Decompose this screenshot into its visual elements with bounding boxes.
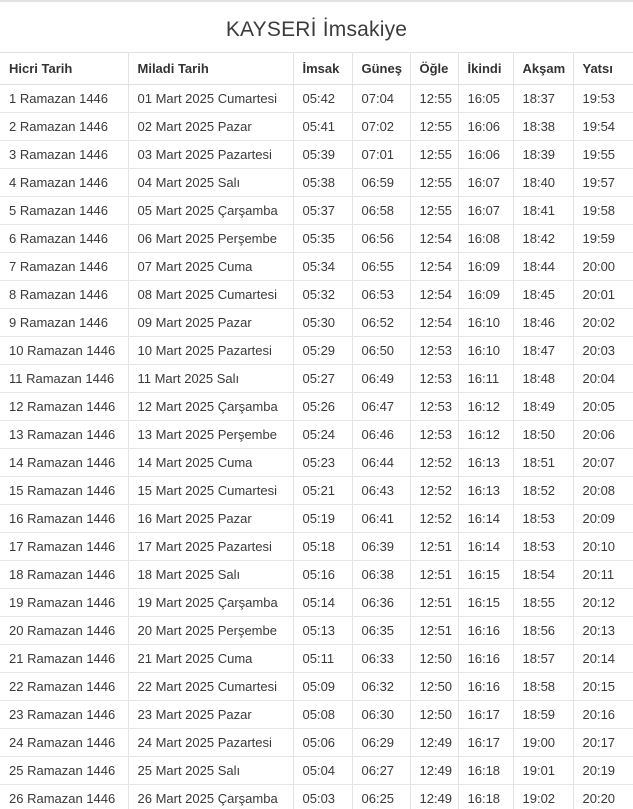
cell-imsak: 05:03 [293, 785, 352, 809]
cell-miladi-tarih: 18 Mart 2025 Salı [128, 561, 293, 589]
cell-imsak: 05:24 [293, 421, 352, 449]
cell-ogle: 12:51 [410, 617, 458, 645]
cell-ogle: 12:54 [410, 225, 458, 253]
cell-hicri-tarih: 8 Ramazan 1446 [0, 281, 128, 309]
cell-aksam: 18:57 [513, 645, 573, 673]
cell-aksam: 18:39 [513, 141, 573, 169]
cell-imsak: 05:32 [293, 281, 352, 309]
cell-aksam: 19:02 [513, 785, 573, 809]
cell-yatsi: 20:14 [573, 645, 633, 673]
cell-ikindi: 16:17 [458, 701, 513, 729]
cell-yatsi: 20:16 [573, 701, 633, 729]
cell-aksam: 18:54 [513, 561, 573, 589]
cell-imsak: 05:13 [293, 617, 352, 645]
cell-aksam: 18:56 [513, 617, 573, 645]
cell-aksam: 18:46 [513, 309, 573, 337]
cell-imsak: 05:21 [293, 477, 352, 505]
cell-ogle: 12:55 [410, 141, 458, 169]
cell-gunes: 06:32 [352, 673, 410, 701]
table-body [0, 85, 633, 809]
table-row [0, 449, 633, 477]
cell-miladi-tarih: 11 Mart 2025 Salı [128, 365, 293, 393]
table-row [0, 197, 633, 225]
cell-ogle: 12:51 [410, 533, 458, 561]
cell-hicri-tarih: 4 Ramazan 1446 [0, 169, 128, 197]
cell-gunes: 07:04 [352, 85, 410, 113]
cell-hicri-tarih: 14 Ramazan 1446 [0, 449, 128, 477]
cell-yatsi: 20:03 [573, 337, 633, 365]
cell-ikindi: 16:15 [458, 589, 513, 617]
table-row [0, 85, 633, 113]
cell-yatsi: 20:01 [573, 281, 633, 309]
cell-ikindi: 16:12 [458, 393, 513, 421]
cell-aksam: 18:55 [513, 589, 573, 617]
cell-aksam: 18:47 [513, 337, 573, 365]
cell-miladi-tarih: 13 Mart 2025 Perşembe [128, 421, 293, 449]
cell-ikindi: 16:16 [458, 673, 513, 701]
cell-ikindi: 16:06 [458, 141, 513, 169]
cell-aksam: 18:41 [513, 197, 573, 225]
cell-imsak: 05:41 [293, 113, 352, 141]
cell-miladi-tarih: 23 Mart 2025 Pazar [128, 701, 293, 729]
cell-yatsi: 20:11 [573, 561, 633, 589]
cell-miladi-tarih: 09 Mart 2025 Pazar [128, 309, 293, 337]
table-row [0, 253, 633, 281]
cell-miladi-tarih: 06 Mart 2025 Perşembe [128, 225, 293, 253]
cell-yatsi: 20:08 [573, 477, 633, 505]
cell-ikindi: 16:10 [458, 337, 513, 365]
cell-yatsi: 20:15 [573, 673, 633, 701]
cell-ikindi: 16:18 [458, 785, 513, 809]
cell-ogle: 12:51 [410, 589, 458, 617]
cell-imsak: 05:38 [293, 169, 352, 197]
cell-aksam: 19:01 [513, 757, 573, 785]
cell-ikindi: 16:07 [458, 169, 513, 197]
cell-aksam: 18:38 [513, 113, 573, 141]
cell-gunes: 06:33 [352, 645, 410, 673]
cell-ikindi: 16:09 [458, 281, 513, 309]
cell-gunes: 06:25 [352, 785, 410, 809]
table-row [0, 225, 633, 253]
table-row [0, 365, 633, 393]
cell-ikindi: 16:14 [458, 533, 513, 561]
cell-ogle: 12:53 [410, 337, 458, 365]
cell-yatsi: 19:57 [573, 169, 633, 197]
cell-imsak: 05:37 [293, 197, 352, 225]
cell-imsak: 05:06 [293, 729, 352, 757]
cell-yatsi: 19:53 [573, 85, 633, 113]
cell-imsak: 05:04 [293, 757, 352, 785]
column-header-gunes: Güneş [352, 53, 410, 85]
cell-gunes: 06:50 [352, 337, 410, 365]
cell-gunes: 07:01 [352, 141, 410, 169]
column-header-ogle: Öğle [410, 53, 458, 85]
cell-hicri-tarih: 11 Ramazan 1446 [0, 365, 128, 393]
cell-hicri-tarih: 7 Ramazan 1446 [0, 253, 128, 281]
cell-miladi-tarih: 24 Mart 2025 Pazartesi [128, 729, 293, 757]
cell-ikindi: 16:07 [458, 197, 513, 225]
cell-ogle: 12:50 [410, 673, 458, 701]
cell-miladi-tarih: 19 Mart 2025 Çarşamba [128, 589, 293, 617]
cell-ogle: 12:54 [410, 253, 458, 281]
cell-aksam: 18:59 [513, 701, 573, 729]
table-row [0, 141, 633, 169]
cell-gunes: 07:02 [352, 113, 410, 141]
cell-imsak: 05:19 [293, 505, 352, 533]
cell-gunes: 06:30 [352, 701, 410, 729]
cell-ikindi: 16:13 [458, 449, 513, 477]
cell-ogle: 12:50 [410, 701, 458, 729]
cell-aksam: 18:45 [513, 281, 573, 309]
cell-imsak: 05:39 [293, 141, 352, 169]
cell-imsak: 05:29 [293, 337, 352, 365]
cell-hicri-tarih: 12 Ramazan 1446 [0, 393, 128, 421]
table-row [0, 337, 633, 365]
cell-gunes: 06:56 [352, 225, 410, 253]
cell-yatsi: 20:20 [573, 785, 633, 809]
cell-yatsi: 19:54 [573, 113, 633, 141]
cell-ikindi: 16:10 [458, 309, 513, 337]
cell-aksam: 18:37 [513, 85, 573, 113]
cell-ikindi: 16:12 [458, 421, 513, 449]
cell-hicri-tarih: 21 Ramazan 1446 [0, 645, 128, 673]
cell-hicri-tarih: 2 Ramazan 1446 [0, 113, 128, 141]
cell-imsak: 05:14 [293, 589, 352, 617]
cell-gunes: 06:43 [352, 477, 410, 505]
table-row [0, 589, 633, 617]
cell-miladi-tarih: 25 Mart 2025 Salı [128, 757, 293, 785]
cell-ogle: 12:49 [410, 729, 458, 757]
cell-gunes: 06:29 [352, 729, 410, 757]
cell-ogle: 12:52 [410, 477, 458, 505]
cell-yatsi: 20:10 [573, 533, 633, 561]
cell-aksam: 18:52 [513, 477, 573, 505]
cell-aksam: 18:48 [513, 365, 573, 393]
cell-gunes: 06:52 [352, 309, 410, 337]
table-row [0, 113, 633, 141]
cell-hicri-tarih: 26 Ramazan 1446 [0, 785, 128, 809]
cell-yatsi: 19:59 [573, 225, 633, 253]
table-row [0, 673, 633, 701]
cell-hicri-tarih: 25 Ramazan 1446 [0, 757, 128, 785]
cell-hicri-tarih: 23 Ramazan 1446 [0, 701, 128, 729]
cell-hicri-tarih: 16 Ramazan 1446 [0, 505, 128, 533]
cell-aksam: 18:51 [513, 449, 573, 477]
cell-aksam: 18:50 [513, 421, 573, 449]
cell-hicri-tarih: 17 Ramazan 1446 [0, 533, 128, 561]
cell-aksam: 18:58 [513, 673, 573, 701]
cell-gunes: 06:38 [352, 561, 410, 589]
cell-yatsi: 20:09 [573, 505, 633, 533]
table-row [0, 505, 633, 533]
cell-hicri-tarih: 10 Ramazan 1446 [0, 337, 128, 365]
table-row [0, 701, 633, 729]
cell-imsak: 05:27 [293, 365, 352, 393]
cell-gunes: 06:47 [352, 393, 410, 421]
cell-ogle: 12:54 [410, 309, 458, 337]
cell-aksam: 18:44 [513, 253, 573, 281]
cell-ikindi: 16:16 [458, 645, 513, 673]
table-row [0, 477, 633, 505]
cell-imsak: 05:08 [293, 701, 352, 729]
table-header-row [0, 53, 633, 85]
cell-aksam: 18:53 [513, 505, 573, 533]
cell-miladi-tarih: 03 Mart 2025 Pazartesi [128, 141, 293, 169]
table-row [0, 617, 633, 645]
cell-yatsi: 20:17 [573, 729, 633, 757]
cell-miladi-tarih: 22 Mart 2025 Cumartesi [128, 673, 293, 701]
cell-gunes: 06:59 [352, 169, 410, 197]
cell-aksam: 18:53 [513, 533, 573, 561]
cell-hicri-tarih: 15 Ramazan 1446 [0, 477, 128, 505]
cell-imsak: 05:09 [293, 673, 352, 701]
page-title: KAYSERİ İmsakiye [225, 18, 408, 41]
cell-ogle: 12:55 [410, 169, 458, 197]
cell-yatsi: 20:06 [573, 421, 633, 449]
cell-miladi-tarih: 15 Mart 2025 Cumartesi [128, 477, 293, 505]
cell-yatsi: 19:58 [573, 197, 633, 225]
column-header-aksam: Akşam [513, 53, 573, 85]
cell-imsak: 05:42 [293, 85, 352, 113]
cell-aksam: 18:42 [513, 225, 573, 253]
cell-miladi-tarih: 04 Mart 2025 Salı [128, 169, 293, 197]
table-header [0, 53, 633, 85]
cell-miladi-tarih: 07 Mart 2025 Cuma [128, 253, 293, 281]
cell-yatsi: 20:04 [573, 365, 633, 393]
table-row [0, 561, 633, 589]
cell-hicri-tarih: 19 Ramazan 1446 [0, 589, 128, 617]
table-row [0, 645, 633, 673]
cell-ikindi: 16:13 [458, 477, 513, 505]
imsakiye-table [0, 52, 633, 809]
cell-aksam: 18:40 [513, 169, 573, 197]
cell-imsak: 05:26 [293, 393, 352, 421]
table-row [0, 421, 633, 449]
cell-imsak: 05:34 [293, 253, 352, 281]
cell-miladi-tarih: 08 Mart 2025 Cumartesi [128, 281, 293, 309]
cell-miladi-tarih: 20 Mart 2025 Perşembe [128, 617, 293, 645]
cell-hicri-tarih: 22 Ramazan 1446 [0, 673, 128, 701]
cell-hicri-tarih: 5 Ramazan 1446 [0, 197, 128, 225]
column-header-yatsi: Yatsı [573, 53, 633, 85]
cell-ikindi: 16:05 [458, 85, 513, 113]
cell-gunes: 06:35 [352, 617, 410, 645]
cell-ogle: 12:55 [410, 113, 458, 141]
table-row [0, 785, 633, 809]
cell-ogle: 12:53 [410, 421, 458, 449]
cell-imsak: 05:23 [293, 449, 352, 477]
cell-yatsi: 20:05 [573, 393, 633, 421]
cell-gunes: 06:55 [352, 253, 410, 281]
cell-ikindi: 16:06 [458, 113, 513, 141]
table-row [0, 533, 633, 561]
cell-yatsi: 19:55 [573, 141, 633, 169]
cell-hicri-tarih: 3 Ramazan 1446 [0, 141, 128, 169]
table-row [0, 169, 633, 197]
cell-ogle: 12:53 [410, 365, 458, 393]
cell-yatsi: 20:07 [573, 449, 633, 477]
cell-ogle: 12:54 [410, 281, 458, 309]
cell-miladi-tarih: 14 Mart 2025 Cuma [128, 449, 293, 477]
cell-ikindi: 16:08 [458, 225, 513, 253]
cell-ogle: 12:55 [410, 197, 458, 225]
cell-ogle: 12:49 [410, 785, 458, 809]
column-header-imsak: İmsak [293, 53, 352, 85]
cell-yatsi: 20:12 [573, 589, 633, 617]
cell-hicri-tarih: 9 Ramazan 1446 [0, 309, 128, 337]
cell-hicri-tarih: 20 Ramazan 1446 [0, 617, 128, 645]
table-row [0, 281, 633, 309]
cell-gunes: 06:41 [352, 505, 410, 533]
cell-imsak: 05:35 [293, 225, 352, 253]
cell-ogle: 12:55 [410, 85, 458, 113]
cell-ogle: 12:52 [410, 449, 458, 477]
cell-ikindi: 16:15 [458, 561, 513, 589]
cell-gunes: 06:49 [352, 365, 410, 393]
table-row [0, 757, 633, 785]
cell-gunes: 06:27 [352, 757, 410, 785]
cell-miladi-tarih: 02 Mart 2025 Pazar [128, 113, 293, 141]
cell-gunes: 06:36 [352, 589, 410, 617]
table-row [0, 393, 633, 421]
cell-gunes: 06:44 [352, 449, 410, 477]
cell-miladi-tarih: 21 Mart 2025 Cuma [128, 645, 293, 673]
cell-miladi-tarih: 01 Mart 2025 Cumartesi [128, 85, 293, 113]
cell-ikindi: 16:09 [458, 253, 513, 281]
table-row [0, 309, 633, 337]
cell-ogle: 12:52 [410, 505, 458, 533]
cell-ikindi: 16:14 [458, 505, 513, 533]
cell-hicri-tarih: 18 Ramazan 1446 [0, 561, 128, 589]
cell-ogle: 12:51 [410, 561, 458, 589]
cell-ikindi: 16:11 [458, 365, 513, 393]
cell-yatsi: 20:13 [573, 617, 633, 645]
column-header-hicri-tarih: Hicri Tarih [0, 53, 128, 85]
cell-miladi-tarih: 10 Mart 2025 Pazartesi [128, 337, 293, 365]
cell-hicri-tarih: 6 Ramazan 1446 [0, 225, 128, 253]
cell-ikindi: 16:18 [458, 757, 513, 785]
table-row [0, 729, 633, 757]
cell-aksam: 19:00 [513, 729, 573, 757]
cell-gunes: 06:58 [352, 197, 410, 225]
cell-miladi-tarih: 12 Mart 2025 Çarşamba [128, 393, 293, 421]
cell-gunes: 06:53 [352, 281, 410, 309]
cell-ikindi: 16:16 [458, 617, 513, 645]
cell-hicri-tarih: 1 Ramazan 1446 [0, 85, 128, 113]
cell-aksam: 18:49 [513, 393, 573, 421]
cell-hicri-tarih: 13 Ramazan 1446 [0, 421, 128, 449]
cell-gunes: 06:46 [352, 421, 410, 449]
cell-ogle: 12:49 [410, 757, 458, 785]
cell-miladi-tarih: 26 Mart 2025 Çarşamba [128, 785, 293, 809]
cell-hicri-tarih: 24 Ramazan 1446 [0, 729, 128, 757]
cell-ikindi: 16:17 [458, 729, 513, 757]
column-header-miladi-tarih: Miladi Tarih [128, 53, 293, 85]
cell-miladi-tarih: 05 Mart 2025 Çarşamba [128, 197, 293, 225]
cell-imsak: 05:11 [293, 645, 352, 673]
cell-imsak: 05:18 [293, 533, 352, 561]
cell-yatsi: 20:19 [573, 757, 633, 785]
column-header-ikindi: İkindi [458, 53, 513, 85]
cell-ogle: 12:53 [410, 393, 458, 421]
cell-yatsi: 20:02 [573, 309, 633, 337]
cell-gunes: 06:39 [352, 533, 410, 561]
cell-yatsi: 20:00 [573, 253, 633, 281]
cell-miladi-tarih: 16 Mart 2025 Pazar [128, 505, 293, 533]
cell-imsak: 05:16 [293, 561, 352, 589]
page-header [0, 2, 633, 52]
cell-miladi-tarih: 17 Mart 2025 Pazartesi [128, 533, 293, 561]
cell-imsak: 05:30 [293, 309, 352, 337]
cell-ogle: 12:50 [410, 645, 458, 673]
